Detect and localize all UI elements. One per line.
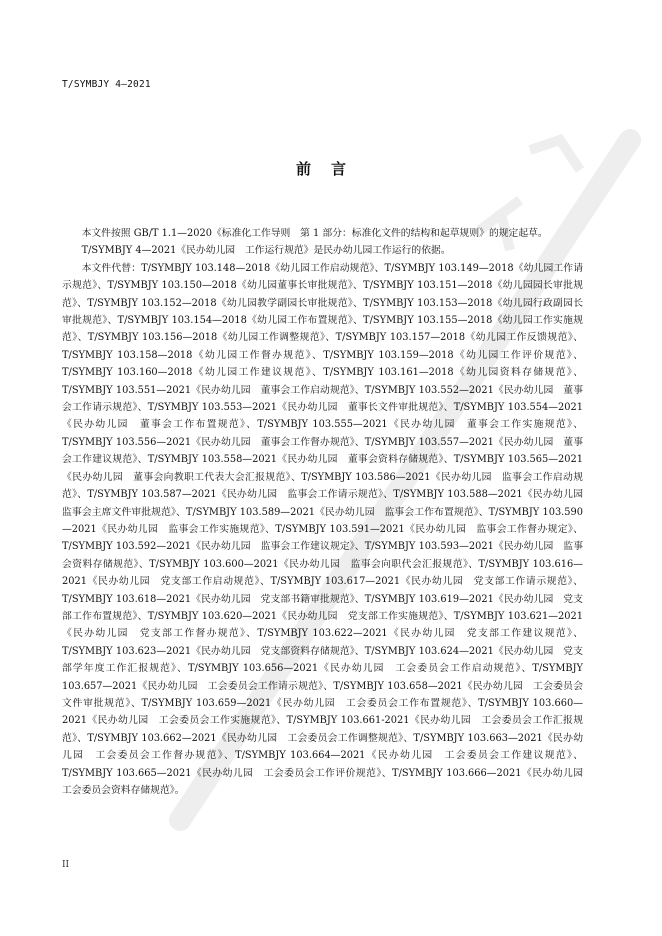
page-number: II	[62, 860, 70, 870]
paragraph-replaces: 本文件代替：T/SYMBJY 103.148—2018《幼儿园工作启动规范》、T/SYMBJY 103.149—2018《幼儿园工作请示规范》、T/SYMBJY 103.150—2018《幼儿园董事长审批规范》、T/SYMBJY 103.151—2018《幼儿园园长审批规范》、T/SYMBJY 103.152—2018《幼儿园教学副园长审批规范》、T/SYMBJY 103.153—2018《幼儿园行政副园长审批规范》、T/SYMBJY 103.154—2018《幼儿园工作布置规范》、T/SYMBJY 103.155—2018《幼儿园工作实施规范》、T/SYMBJY 103.156—2018《幼儿园工作调整规范》、T/SYMBJY 103.157—2018《幼儿园工作反馈规范》、T/SYMBJY 103.158—2018《幼儿园工作督办规范》、T/SYMBJY 103.159—2018《幼儿园工作评价规范》、T/SYMBJY 103.160—2018《幼儿园工作建议规范》、T/SYMBJY 103.161—2018《幼儿园资料存储规范》、T/SYMBJY 103.551—2021《民办幼儿园 董事会工作启动规范》、T/SYMBJY 103.552—2021《民办幼儿园 董事会工作请示规范》、T/SYMBJY 103.553—2021《民办幼儿园 董事长文件审批规范》、T/SYMBJY 103.554—2021《民办幼儿园 董事会工作布置规范》、T/SYMBJY 103.555—2021《民办幼儿园 董事会工作实施规范》、T/SYMBJY 103.556—2021《民办幼儿园 董事会工作督办规范》、T/SYMBJY 103.557—2021《民办幼儿园 董事会工作建议规范》、T/SYMBJY 103.558—2021《民办幼儿园 董事会资料存储规范》、T/SYMBJY 103.565—2021《民办幼儿园 董事会向教职工代表大会汇报规范》、T/SYMBJY 103.586—2021《民办幼儿园 监事会工作启动规范》、T/SYMBJY 103.587—2021《民办幼儿园 监事会工作请示规范》、T/SYMBJY 103.588—2021《民办幼儿园 监事会主席文件审批规范》、T/SYMBJY 103.589—2021《民办幼儿园 监事会工作布置规范》、T/SYMBJY 103.590—2021《民办幼儿园 监事会工作实施规范》、T/SYMBJY 103.591—2021《民办幼儿园 监事会工作督办规定》、T/SYMBJY 103.592—2021《民办幼儿园 监事会工作建议规定》、T/SYMBJY 103.593—2021《民办幼儿园 监事会资料存储规范》、T/SYMBJY 103.600—2021《民办幼儿园 监事会向职代会汇报规范》、T/SYMBJY 103.616—2021《民办幼儿园 党支部工作启动规范》、T/SYMBJY 103.617—2021《民办幼儿园 党支部工作请示规范》、T/SYMBJY 103.618—2021《民办幼儿园 党支部书籍审批规范》、T/SYMBJY 103.619—2021《民办幼儿园 党支部工作布置规范》、T/SYMBJY 103.620—2021《民办幼儿园 党支部工作实施规范》、T/SYMBJY 103.621—2021《民办幼儿园 党支部工作督办规范》、T/SYMBJY 103.622—2021《民办幼儿园 党支部工作建议规范》、T/SYMBJY 103.623—2021《民办幼儿园 党支部资料存储规范》、T/SYMBJY 103.624—2021《民办幼儿园 党支部学年度工作汇报规范》、T/SYMBJY 103.656—2021《民办幼儿园 工会委员会工作启动规范》、T/SYMBJY 103.657—2021《民办幼儿园 工会委员会工作请示规范》、T/SYMBJY 103.658—2021《民办幼儿园 工会委员会文件审批规范》、T/SYMBJY 103.659—2021《民办幼儿园 工会委员会工作布置规范》、T/SYMBJY 103.660—2021《民办幼儿园 工会委员会工作实施规范》、T/SYMBJY 103.661-2021《民办幼儿园 工会委员会工作汇报规范》、T/SYMBJY 103.662—2021《民办幼儿园 工会委员会工作调整规范》、T/SYMBJY 103.663—2021《民办幼儿园 工会委员会工作督办规范》、T/SYMBJY 103.664—2021《民办幼儿园 工会委员会工作建议规范》、T/SYMBJY 103.665—2021《民办幼儿园 工会委员会工作评价规范》、T/SYMBJY 103.666—2021《民办幼儿园 工会委员会资料存储规范》。	[62, 262, 593, 796]
foreword-body	[62, 225, 593, 799]
page-title: 前言	[295, 160, 366, 178]
standard-code: T/SYMBJY 4—2021	[62, 79, 151, 90]
paragraph-basis: T/SYMBJY 4—2021《民办幼儿园 工作运行规范》是民办幼儿园工作运行的依据。	[81, 245, 451, 257]
paragraph-drafting-rules: 本文件按照 GB/T 1.1—2020《标准化工作导则 第 1 部分：标准化文件的结构和起草规则》的规定起草。	[81, 228, 548, 239]
